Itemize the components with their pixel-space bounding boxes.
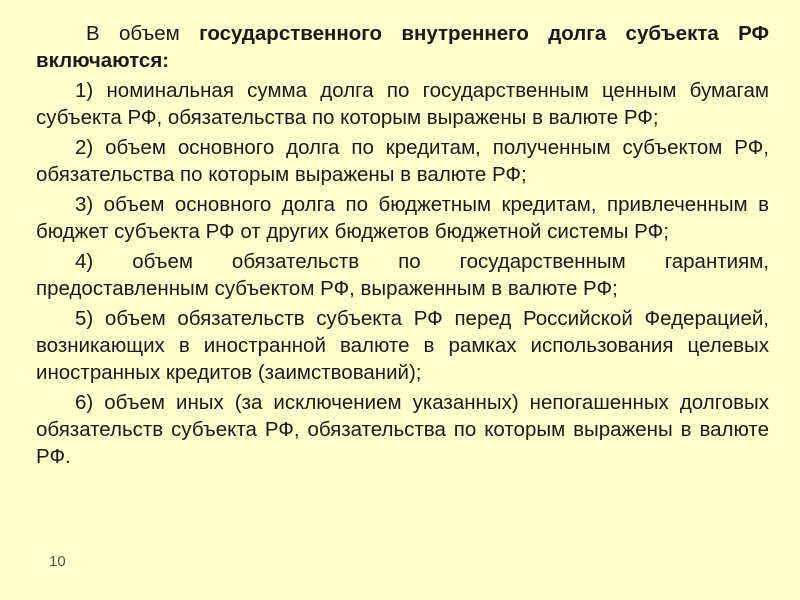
list-item: 2) объем основного долга по кредитам, полученным субъектом РФ, обязательства по которым выражены в валюте РФ; xyxy=(36,136,769,186)
list-item: 4) объем обязательств по государственным гарантиям, предоставленным субъектом РФ, выраженным в валюте РФ; xyxy=(36,250,769,300)
page-number: 10 xyxy=(49,553,66,570)
intro-prefix: В объем xyxy=(86,22,200,45)
list-item: 3) объем основного долга по бюджетным кредитам, привлеченным в бюджет субъекта РФ от других бюджетов бюджетной системы РФ; xyxy=(36,193,769,243)
intro-bold-suffix: включаются: xyxy=(36,49,170,72)
slide-body xyxy=(36,20,769,473)
list-item: 6) объем иных (за исключением указанных) непогашенных долговых обязательств субъекта РФ, обязательства по которым выражены в валюте РФ. xyxy=(36,391,769,468)
list-item: 1) номинальная сумма долга по государственным ценным бумагам субъекта РФ, обязательства по которым выражены в валюте РФ; xyxy=(36,79,769,129)
intro-bold-phrase: государственного внутреннего долга субъекта РФ xyxy=(199,22,769,45)
list-item: 5) объем обязательств субъекта РФ перед Российской Федерацией, возникающих в иностранной валюте в рамках использования целевых иностранных кредитов (заимствований); xyxy=(36,307,769,384)
intro-paragraph xyxy=(36,20,769,74)
